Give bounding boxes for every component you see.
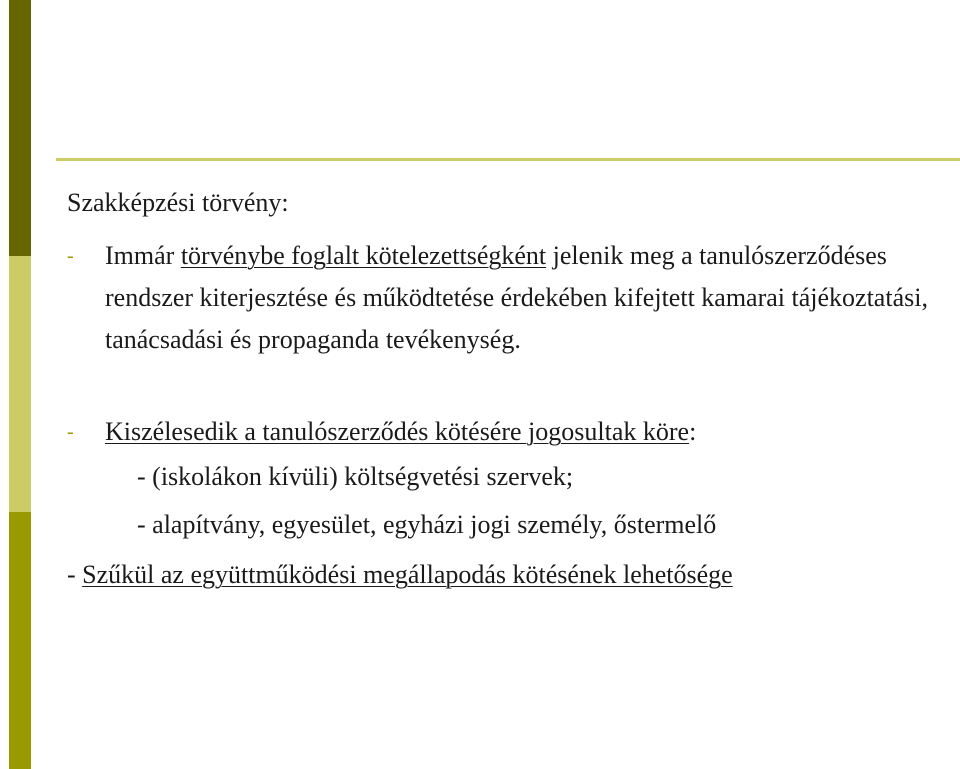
item2-underlined: Kiszélesedik a tanulószerződés kötésére jogosultak köre [105,417,690,446]
bullet-item-1 [105,235,935,361]
title-rule [56,158,960,161]
left-bar-top [9,0,31,256]
final-item [67,562,733,588]
sub-item-1: - (iskolákon kívüli) költségvetési szervek; [137,462,574,491]
bullet-item-2 [105,411,935,453]
final-item-prefix: - [67,560,83,589]
item1-underlined: törvénybe foglalt kötelezettségként [180,241,547,270]
left-bar-middle [9,256,31,512]
item1-lead: Immár [105,241,181,270]
bullet-marker-1: - [67,245,74,267]
sub-item-2: - alapítvány, egyesület, egyházi jogi személy, őstermelő [137,510,717,539]
left-bar-bottom [9,512,31,769]
section-heading: Szakképzési törvény: [67,188,289,217]
item1-rest: jelenik meg a tanulószerződéses rendszer kiterjesztése és működtetése érdekében kifejtett kamarai tájékoztatási, tanácsadási és propaganda tevékenység. [105,241,928,354]
final-item-underlined: Szűkül az együttműködési megállapodás kötésének lehetősége [82,560,733,589]
bullet-marker-2: - [67,421,74,443]
item2-rest: : [689,417,697,446]
